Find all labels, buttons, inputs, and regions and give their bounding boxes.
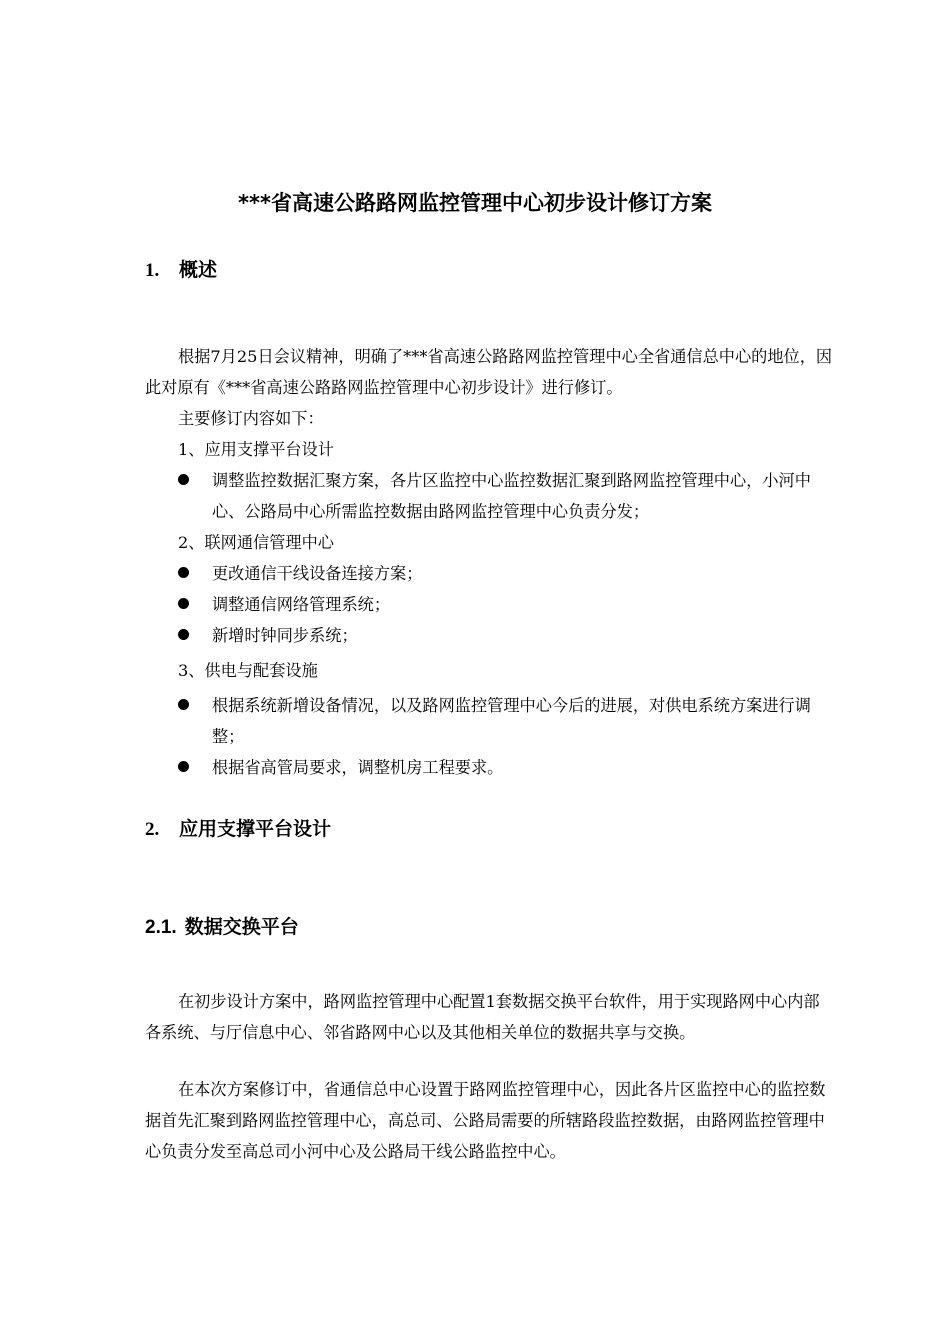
bullet-dot-icon	[178, 474, 189, 485]
exchange-paragraph-1: 在初步设计方案中，路网监控管理中心配置1套数据交换平台软件，用于实现路网中心内部各系统、与厅信息中心、邻省路网中心以及其他相关单位的数据共享与交换。	[145, 992, 820, 1042]
bullet-item	[178, 465, 828, 527]
section-heading-platform	[145, 815, 331, 844]
bullet-dot-icon	[178, 629, 189, 640]
bullet-text: 根据系统新增设备情况，以及路网监控管理中心今后的进展，对供电系统方案进行调整；	[212, 696, 811, 746]
bullet-text: 调整通信网络管理系统；	[212, 595, 391, 614]
revision-lead-text: 主要修订内容如下：	[178, 409, 324, 428]
subsection-heading-exchange	[145, 913, 299, 942]
bullet-item	[178, 589, 828, 620]
bullet-dot-icon	[178, 598, 189, 609]
revision-item-3: 3、供电与配套设施	[178, 661, 318, 680]
bullet-text: 调整监控数据汇聚方案，各片区监控中心监控数据汇聚到路网监控管理中心，小河中心、公路局中心所需监控数据由路网监控管理中心负责分发；	[212, 471, 811, 521]
bullet-text: 新增时钟同步系统；	[212, 626, 358, 645]
revision-item-2: 2、联网通信管理中心	[178, 533, 334, 552]
bullet-dot-icon	[178, 761, 189, 772]
bullet-item	[178, 752, 828, 783]
bullet-item	[178, 690, 828, 752]
section-title: 应用支撑平台设计	[179, 818, 332, 840]
exchange-paragraph-2: 在本次方案修订中，省通信总中心设置于路网监控管理中心，因此各片区监控中心的监控数据首先汇聚到路网监控管理中心，高总司、公路局需要的所辖路段监控数据，由路网监控管理中心负责分发至高总司小河中心及公路局干线公路监控中心。	[145, 1080, 826, 1161]
section-heading-overview	[145, 256, 217, 285]
subsection-number: 2.1.	[145, 917, 177, 938]
section-number: 2.	[145, 819, 160, 840]
revision-item-1: 1、应用支撑平台设计	[178, 440, 334, 459]
subsection-title: 数据交换平台	[184, 916, 299, 938]
overview-intro-paragraph: 根据7月25日会议精神，明确了***省高速公路路网监控管理中心全省通信总中心的地位，因此对原有《***省高速公路路网监控管理中心初步设计》进行修订。	[145, 347, 833, 397]
section-number: 1.	[145, 260, 160, 281]
bullet-dot-icon	[178, 699, 189, 710]
bullet-item	[178, 620, 828, 651]
bullet-dot-icon	[178, 567, 189, 578]
bullet-text: 根据省高管局要求，调整机房工程要求。	[212, 758, 504, 777]
section-title: 概述	[179, 259, 218, 281]
bullet-item	[178, 558, 828, 589]
bullet-text: 更改通信干线设备连接方案；	[212, 564, 423, 583]
document-title: ***省高速公路路网监控管理中心初步设计修订方案	[238, 191, 712, 215]
